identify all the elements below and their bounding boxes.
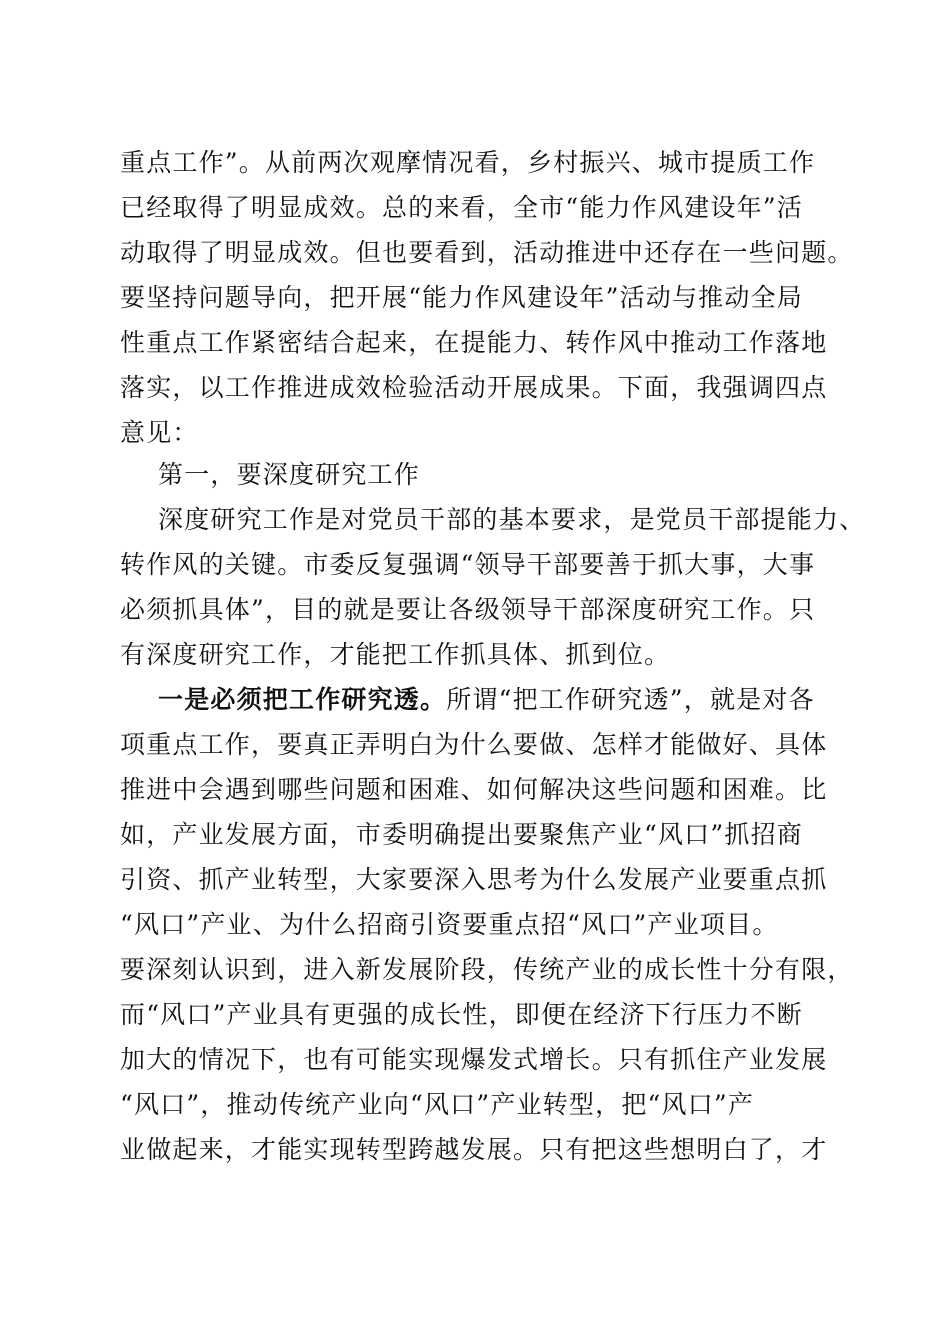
paragraph-line: 转作风的关键。市委反复强调“领导干部要善于抓大事，大事 (120, 550, 816, 579)
paragraph-line (158, 685, 815, 715)
paragraph-line: 推进中会遇到哪些问题和困难、如何解决这些问题和困难。比 (120, 775, 828, 804)
paragraph-line: 加大的情况下，也有可能实现爆发式增长。只有抓住产业发展 (120, 1045, 828, 1074)
paragraph-line: 如，产业发展方面，市委明确提出要聚焦产业“风口”抓招商 (120, 820, 803, 849)
subheading-bold: 一是必须把工作研究透。 (158, 685, 447, 714)
paragraph-line: 重点工作”。从前两次观摩情况看，乡村振兴、城市提质工作 (120, 148, 816, 177)
paragraph-line: 有深度研究工作，才能把工作抓具体、抓到位。 (120, 640, 671, 669)
paragraph-line: 落实，以工作推进成效检验活动开展成果。下面，我强调四点 (120, 373, 828, 402)
paragraph-text: 所谓“把工作研究透”，就是对各 (446, 685, 815, 714)
paragraph-line: 要坚持问题导向，把开展“能力作风建设年”活动与推动全局 (120, 283, 803, 312)
paragraph-line: 项重点工作，要真正弄明白为什么要做、怎样才能做好、具体 (120, 730, 828, 759)
paragraph-line: 要深刻认识到，进入新发展阶段，传统产业的成长性十分有限， (120, 955, 854, 984)
paragraph-line: 动取得了明显成效。但也要看到，活动推进中还存在一些问题。 (120, 238, 854, 267)
paragraph-line: 必须抓具体”，目的就是要让各级领导干部深度研究工作。只 (120, 595, 816, 624)
paragraph-line: 性重点工作紧密结合起来，在提能力、转作风中推动工作落地 (120, 328, 828, 357)
paragraph-line: 意见： (120, 418, 199, 447)
paragraph-line: “风口”，推动传统产业向“风口”产业转型，把“风口”产 (120, 1090, 755, 1119)
paragraph-line: 而“风口”产业具有更强的成长性，即便在经济下行压力不断 (120, 1000, 803, 1029)
paragraph-line: “风口”产业、为什么招商引资要重点招“风口”产业项目。 (120, 910, 779, 939)
section-heading: 第一，要深度研究工作 (158, 460, 421, 489)
paragraph-line: 已经取得了明显成效。总的来看，全市“能力作风建设年”活 (120, 193, 803, 222)
paragraph-line: 深度研究工作是对党员干部的基本要求，是党员干部提能力、 (158, 505, 866, 534)
paragraph-line: 引资、抓产业转型，大家要深入思考为什么发展产业要重点抓 (120, 865, 828, 894)
paragraph-line: 业做起来，才能实现转型跨越发展。只有把这些想明白了，才 (120, 1135, 828, 1164)
